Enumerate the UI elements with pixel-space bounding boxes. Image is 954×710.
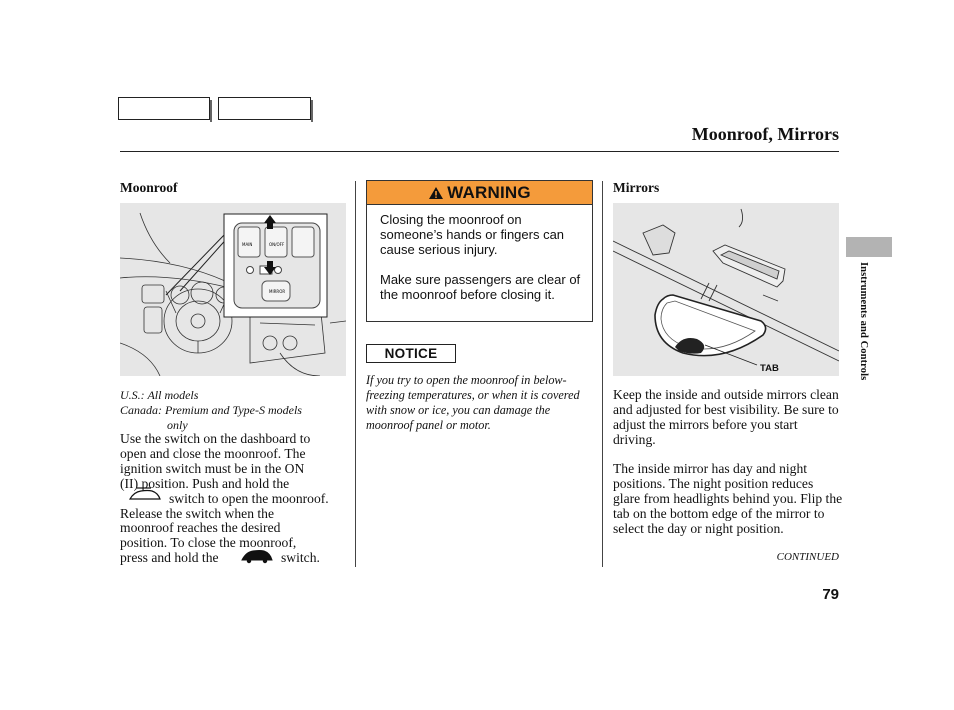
header-rule: [120, 151, 839, 152]
notice-label: NOTICE: [366, 344, 456, 363]
moonroof-open-icon: [128, 486, 162, 502]
mirrors-para-2: The inside mirror has day and night positions. The night position reduces glare from headlights behind you. Flip the tab on the bottom edge of the mirror to select the day or night position.: [613, 461, 843, 536]
moonroof-heading: Moonroof: [120, 180, 178, 195]
moonroof-caption: [120, 388, 350, 433]
notice-text: If you try to open the moonroof in below-freezing temperatures, or when it is covered with snow or ice, you can damage the moonroof panel or motor.: [366, 373, 580, 432]
column-divider-2: [602, 181, 603, 567]
caption-line-2: Canada: Premium and Type-S models: [120, 403, 302, 417]
svg-text:MAIN: MAIN: [242, 242, 253, 247]
moonroof-close-icon: [240, 548, 274, 564]
warning-text-2: Make sure passengers are clear of the moonroof before closing it.: [380, 272, 581, 302]
moonroof-body-open-line: [120, 492, 356, 507]
moonroof-body-line: ignition switch must be in the ON: [120, 460, 305, 476]
mirror-illustration: [613, 203, 839, 376]
section-tab-label: Instruments and Controls: [858, 262, 869, 381]
nav-box-left[interactable]: [118, 97, 210, 120]
caption-line-1: U.S.: All models: [120, 388, 199, 402]
moonroof-body-line: switch to open the moonroof.: [169, 490, 329, 506]
warning-text-1: Closing the moonroof on someone’s hands or fingers can cause serious injury.: [380, 212, 565, 257]
moonroof-switch-illustration: [120, 203, 346, 376]
moonroof-body-line: Use the switch on the dashboard to: [120, 431, 311, 446]
moonroof-body-line: press and hold the: [120, 550, 219, 566]
moonroof-body-line: switch.: [281, 550, 320, 566]
moonroof-body-line: moonroof reaches the desired: [120, 520, 281, 536]
warning-box: [366, 180, 593, 322]
warning-title: WARNING: [447, 182, 531, 202]
moonroof-body-close-line: [120, 551, 356, 566]
moonroof-body-line: open and close the moonroof. The: [120, 445, 306, 461]
page-number: 79: [822, 586, 839, 603]
moonroof-body-line: Release the switch when the: [120, 505, 275, 521]
warning-triangle-icon: [428, 186, 444, 200]
moonroof-body-line: position. To close the moonroof,: [120, 535, 297, 551]
mirrors-para-1: Keep the inside and outside mirrors clean and adjusted for best visibility. Be sure to adjust the mirrors before you start driving.: [613, 387, 839, 447]
continued-label: CONTINUED: [776, 551, 839, 563]
mirrors-heading: Mirrors: [613, 180, 660, 195]
warning-header: [367, 181, 592, 205]
caption-line-3: only: [167, 418, 188, 432]
tab-label: TAB: [760, 363, 779, 374]
moonroof-body-line: (II) position. Push and hold the: [120, 475, 290, 491]
page-title: Moonroof, Mirrors: [691, 124, 839, 144]
moonroof-body: [120, 432, 356, 566]
svg-text:MIRROR: MIRROR: [269, 289, 286, 294]
section-tab[interactable]: [846, 237, 892, 257]
nav-box-right[interactable]: [218, 97, 311, 120]
svg-text:ON/OFF: ON/OFF: [269, 242, 285, 247]
